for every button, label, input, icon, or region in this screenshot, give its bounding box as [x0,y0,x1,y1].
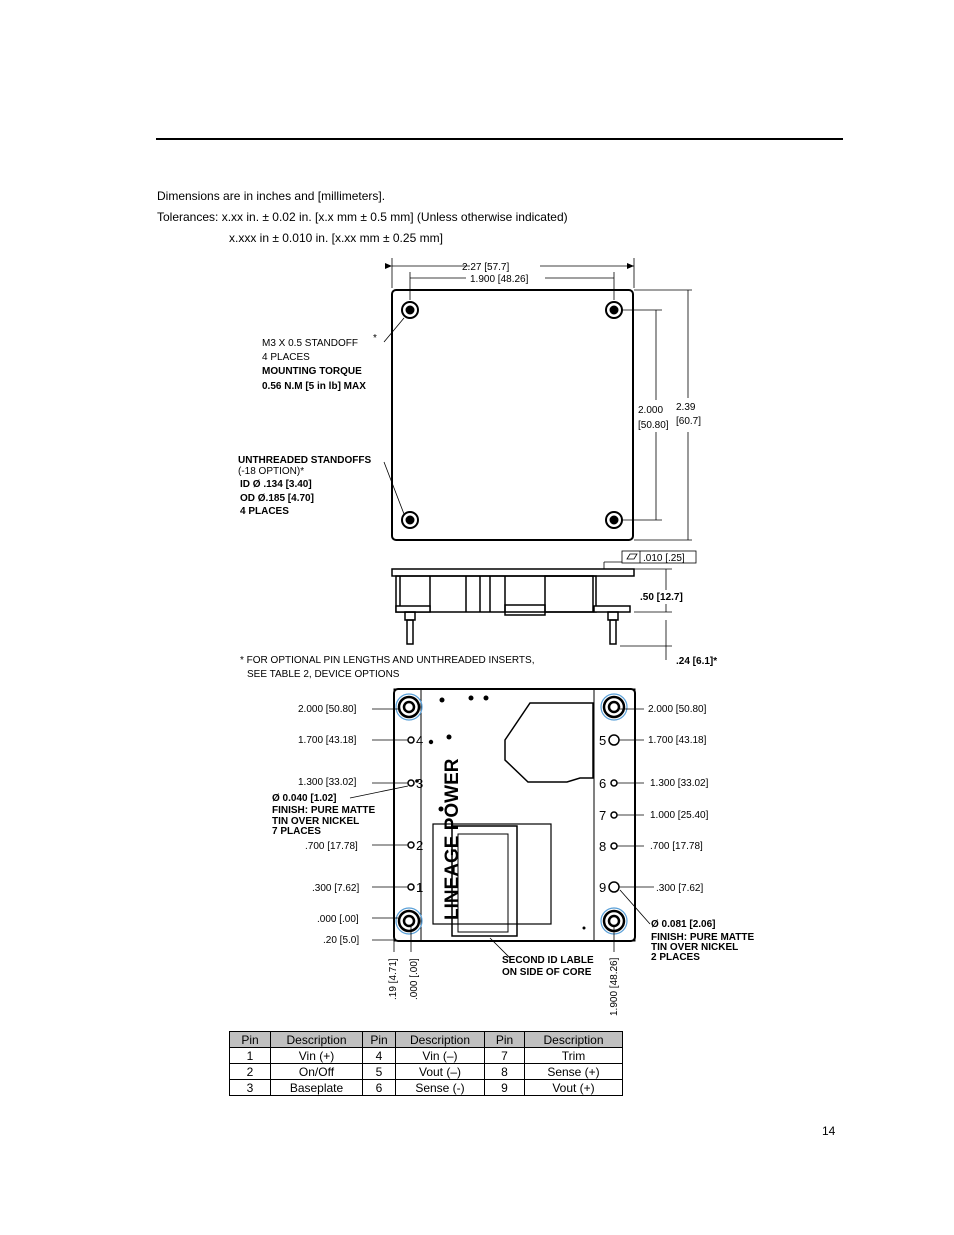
pin-options-footnote-2: SEE TABLE 2, DEVICE OPTIONS [247,669,400,680]
pin-description: Vin (+) [271,1048,363,1064]
dim-right-1000: 1.000 [25.40] [650,810,709,821]
top-view [384,258,692,540]
unthreaded-id: ID Ø .134 [3.40] [240,479,312,490]
dim-right-1300: 1.300 [33.02] [650,778,709,789]
dim-right-1700: 1.700 [43.18] [648,735,707,746]
large-pin-diameter: Ø 0.081 [2.06] [651,919,716,930]
small-pin-finish-2: TIN OVER NICKEL [272,816,360,827]
table-row [230,1048,623,1064]
heatsink-component [505,703,593,782]
second-label-note-2: ON SIDE OF CORE [502,967,592,978]
header-pin: Pin [230,1032,271,1048]
flatness-value: .010 [.25] [643,553,685,564]
dim-right-700: .700 [17.78] [650,841,703,852]
pin-label-6: 6 [599,776,607,791]
small-pin-places: 7 PLACES [272,826,321,837]
unthreaded-callout: UNTHREADED STANDOFFS [238,455,372,466]
pin-3 [408,780,414,786]
small-pin-finish: FINISH: PURE MATTE [272,805,376,816]
large-pin-places: 2 PLACES [651,952,700,963]
dim-left-2000: 2.000 [50.80] [298,704,357,715]
side-pin [610,620,616,644]
dim-x-1900: 1.900 [48.26] [609,957,620,1016]
header-description: Description [396,1032,485,1048]
standoff-star: * [373,333,377,344]
pin-options-footnote: * FOR OPTIONAL PIN LENGTHS AND UNTHREADED INSERTS, [240,655,535,666]
pin-number: 2 [230,1064,271,1080]
pin-description: Trim [525,1048,623,1064]
table-row [230,1064,623,1080]
pin-number: 5 [363,1064,396,1080]
pin-label-8: 8 [599,839,607,854]
header-description: Description [525,1032,623,1048]
tolerances-note: Tolerances: x.xx in. ± 0.02 in. [x.x mm ± 0.5 mm] (Unless otherwise indicated) [157,210,568,224]
dimensions-note: Dimensions are in inches and [millimeters]. [157,189,386,203]
dim-x-000: .000 [.00] [409,958,420,1000]
dim-left-000: .000 [.00] [317,914,359,925]
large-pin-finish-2: TIN OVER NICKEL [651,942,739,953]
side-pin [407,620,413,644]
pin-description: Vout (–) [396,1064,485,1080]
header-pin: Pin [485,1032,525,1048]
pin-number: 3 [230,1080,271,1096]
dim-x-019: .19 [4.71] [388,958,399,1000]
pin-number: 9 [485,1080,525,1096]
dim-left-700: .700 [17.78] [305,841,358,852]
pin-label-9: 9 [599,880,607,895]
table-row [230,1080,623,1096]
dim-module-height: .50 [12.7] [640,592,683,603]
pin-2 [408,842,414,848]
pin-description: Baseplate [271,1080,363,1096]
dim-left-1700: 1.700 [43.18] [298,735,357,746]
header-pin: Pin [363,1032,396,1048]
pin-label-2: 2 [416,838,424,853]
brand-label: LINEAGE POWER [442,758,463,920]
pin-4 [408,737,414,743]
dim-hole-height-in: 2.000 [638,405,664,416]
second-label-note: SECOND ID LABLE [502,955,594,966]
mounting-hole [402,302,622,528]
dim-overall-height-in: 2.39 [676,402,696,413]
pin-9 [609,882,619,892]
dim-pin-length: .24 [6.1]* [676,656,718,667]
pin-label-4: 4 [416,733,424,748]
pin-label-3: 3 [416,776,424,791]
dim-left-1300: 1.300 [33.02] [298,777,357,788]
dim-left-300: .300 [7.62] [312,883,360,894]
baseplate [392,569,634,576]
dim-overall-width: 2.27 [57.7] [462,262,510,273]
pin-7 [611,812,617,818]
dim-right-300: .300 [7.62] [656,883,704,894]
tolerances-note-2: x.xxx in ± 0.010 in. [x.xx mm ± 0.25 mm] [229,231,443,245]
flatness-icon [627,554,637,559]
pin-1 [408,884,414,890]
pin-description: Vin (–) [396,1048,485,1064]
dim-left-20: .20 [5.0] [323,935,360,946]
pin-5 [609,735,619,745]
dim-hole-width: 1.900 [48.26] [470,274,529,285]
pin-number: 8 [485,1064,525,1080]
pin-8 [611,843,617,849]
unthreaded-option: (-18 OPTION)* [238,466,305,477]
pin-number: 6 [363,1080,396,1096]
page-number: 14 [822,1124,836,1138]
pin-label-1: 1 [416,880,424,895]
pin-table [229,1031,623,1096]
top-view-outline [392,290,633,540]
mounting-torque-value: 0.56 N.M [5 in lb] MAX [262,381,366,392]
dim-overall-height-mm: [60.7] [676,416,702,427]
dim-hole-height-mm: [50.80] [638,420,669,431]
pin-number: 7 [485,1048,525,1064]
pin-description: Sense (+) [525,1064,623,1080]
standoff-places: 4 PLACES [262,352,310,363]
header-description: Description [271,1032,363,1048]
pin-description: Vout (+) [525,1080,623,1096]
pin-table-header-row [230,1032,623,1048]
unthreaded-places: 4 PLACES [240,506,289,517]
mounting-torque-label: MOUNTING TORQUE [262,366,362,377]
side-view [392,551,696,660]
bottom-view [350,689,654,958]
dim-right-2000: 2.000 [50.80] [648,704,707,715]
large-pin-finish: FINISH: PURE MATTE [651,932,755,943]
pin-description: Sense (-) [396,1080,485,1096]
pin-description: On/Off [271,1064,363,1080]
pin-number: 4 [363,1048,396,1064]
pin-label-7: 7 [599,808,607,823]
pin-label-5: 5 [599,733,607,748]
unthreaded-od: OD Ø.185 [4.70] [240,493,314,504]
pin-6 [611,780,617,786]
standoff-callout: M3 X 0.5 STANDOFF [262,338,358,349]
small-pin-diameter: Ø 0.040 [1.02] [272,793,337,804]
pin-number: 1 [230,1048,271,1064]
